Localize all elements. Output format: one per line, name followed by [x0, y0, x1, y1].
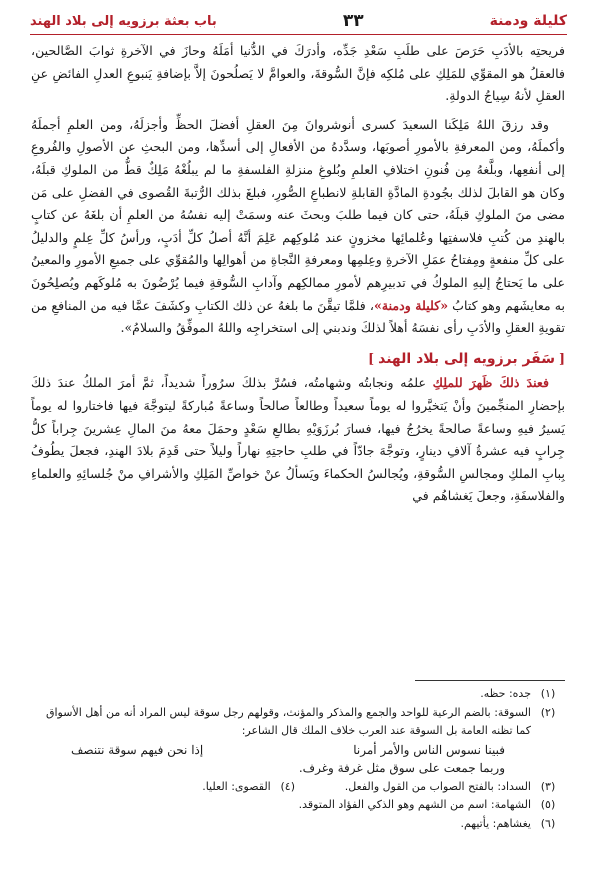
- footnote-6: [31, 815, 565, 834]
- paragraph-2-end: ، فلمَّا تيقَّنَ ما بلغهُ عن ذلك الكتابِ وكشَفَ عمَّا فيه من المنافعِ من تقويةِ العقلِ والأدَبِ رأى نفسَهُ أهلاً لذلكَ وندبني إلى استخراجِه واللهُ الموفِّقُ والسلامُ».: [31, 297, 565, 336]
- footnote-number: (٢): [540, 705, 556, 719]
- footnote-text: الشهامة: اسم من الشهم وهو الذكي الفؤاد المتوقد.: [298, 798, 531, 811]
- paragraph-2: [31, 114, 565, 340]
- book-name-highlight: «كليلة ودمنة»: [373, 297, 449, 313]
- footnote-text: القصوى: العليا.: [202, 779, 271, 793]
- footnote-5: [31, 796, 565, 815]
- main-text: [31, 40, 565, 514]
- footnote-number: (٣): [540, 779, 556, 793]
- paragraph-3: [31, 372, 565, 508]
- footnotes: [31, 685, 565, 833]
- section-heading-text: سَفَر برزويه إلى بلاد الهند: [378, 350, 556, 367]
- book-title: كليلة ودمنة: [489, 13, 567, 29]
- footnote-3: [345, 778, 565, 797]
- poem-verse: [31, 741, 565, 760]
- footnote-number: (١): [540, 687, 556, 700]
- paragraph-1-text: فريحتِه بالأدَبِ حَرَصَ على طلَبِ سَعْدِ جَدِّه، وأدرَكَ في الدُّنيا أمَلَهُ وحازَ في الآخرةِ ثوابَ الصَّالحين، فالعقلُ هو المقوِّي للمَلِكِ على مُلكِه فإنَّ السُّوقةَ، والعوامَّ لا يَصلُحونَ إلاَّ بإضافةِ يَنبوعِ العدلِ الفائضِ عنِ العقلِ لأنهُ سِياجُ الدولةِ.: [31, 43, 565, 104]
- footnote-2-continuation: وربما جمعت على سوق مثل غرفة وغرف.: [298, 761, 505, 775]
- footnote-number: (٥): [540, 798, 556, 811]
- paragraph-3-text: علمُه ونجابتُه وشهامتُه، فسُرَّ بذلكَ سرُوراً شديداً، ثمَّ أمرَ الملكُ عندَ ذلكَ بإحضارِ المنجِّمينَ وأنْ يَتخيَّروا له يوماً سعيداً وطالعاً صالحاً وساعةً مُباركةً ليتوجَّهَ فيها فاختاروا له يوماً يَسيرُ فيهِ وساعةً صالحةً يخرُجُ فيها، فسارَ بُرزَوَيْهِ بطالعِ سَعْدٍ وحمَلَ معهُ منَ المالِ عِشرينَ جِراباً كلُّ جِرابٍ فيه عشرةُ آلافِ دينارٍ، وتوجَّهَ جادّاً في طلبِ حاجتِهِ نهاراً وليلاً حتى قَدِمَ بلادَ الهندِ، فجعلَ يطُوفُ بِبابِ الملكِ ومجالسِ السُّوقةِ، ويُجالسُ الحكماءَ ويَسألُ عنْ خواصِّ المَلِكِ والأشرافِ منْ جُلسائِهِ والعلماءِ والفلاسفَةِ، وجعلَ يَغشاهُم في: [31, 375, 565, 504]
- footnote-text: جده: حظه.: [480, 687, 531, 700]
- page-number: ٣٣: [342, 11, 364, 31]
- footnote-row-3-4: [31, 778, 565, 797]
- poem-hemistich-2: إذا نحن فيهم سوقة نتنصف: [71, 742, 204, 757]
- poem-hemistich-1: فبينا نسوس الناس والأمر أمرنا: [353, 742, 505, 757]
- chapter-title: باب بعثة برزويه إلى بلاد الهند: [30, 13, 217, 29]
- footnote-number: (٤): [280, 779, 295, 793]
- footnote-number: (٦): [540, 816, 556, 830]
- footnote-2: [31, 704, 565, 741]
- section-lead: فعندَ ذلكَ ظَهرَ للملِكِ: [432, 375, 549, 391]
- paragraph-2-text: وقد رزقَ اللهُ مَلِكَنا السعيدَ كسرى أنوشروانَ مِنَ العقلِ أفضلَ الحظِّ وأجزلَهُ، ومن العلمِ أجملَهُ وأكملَهُ، ومن المعرفةِ بالأمورِ أصوبَها، وسدَّدهُ من الأفعالِ إلى أسدِّها، ومن البحثِ عن الأصولِ والفُروعِ إلى أنفعِها، وبلَّغهُ مِن فُنونِ اختلافِ العلمِ وبُلوغِ منزلةِ الفلسفةِ ما لم يبلُغْهُ مَلِكٌ قطُّ من الملوكِ قبلَهُ، وكان هو القابلَ لذلك بجُودةِ المادَّةِ القابلةِ لانطباعِ الصُّورِ، فبلغَ بذلك الرُّتبةَ القُصوى في الفضلِ على مَن مضى منَ الملوكِ قبلَهُ، حتى كان فيما طلبَ وبحثَ عنه وسمَتْ إليه نفسُهُ من العلمِ أن بلغَهُ عن كتابٍ بالهندِ من كُتبِ فلاسفتِها وعُلمائِها مخزونٍ عند مُلوكِهم عَلِمَ أنَّهُ أصلُ كلِّ أدَبٍ، ورأسُ كلِّ عِلمٍ والدليلُ على كلِّ منفعةٍ ومِفتاحُ عمَلِ الآخرةِ وعِلمِها ومعرفةِ النَّجاةِ من أهوالِها والمُقوِّي على جميعِ الأمورِ والمعينُ على ما يَحتاجُ إليهِ الملوكُ في تدبيرِهم لأمورِ ممالكِهم وآدابِ السُّوقةِ فيما يُرْضُونَ به مُلوكَهم ويُصلِحُونَ به معايشَهم وهو كتابُ: [31, 116, 565, 313]
- footnote-4: [202, 778, 305, 797]
- paragraph-1: [31, 40, 565, 108]
- header-rule: [30, 34, 567, 35]
- section-heading: [سَفَر برزويه إلى بلاد الهند]: [31, 346, 565, 373]
- footnote-1: [31, 685, 565, 704]
- footnote-text: يغشاهم: يأتيهم.: [460, 816, 531, 830]
- footnote-text: السوقة: بالضم الرعية للواحد والجمع والمذكر والمؤنث، وقولهم رجل سوقة ليس المراد أنه من أهل الأسواق كما تظنه العامة بل السوقة عند العرب خلاف الملك قال الشاعر:: [45, 705, 531, 737]
- footnote-text: السداد: بالفتح الصواب من القول والفعل.: [344, 779, 531, 793]
- running-header: [30, 10, 567, 32]
- footnote-rule: [415, 680, 565, 681]
